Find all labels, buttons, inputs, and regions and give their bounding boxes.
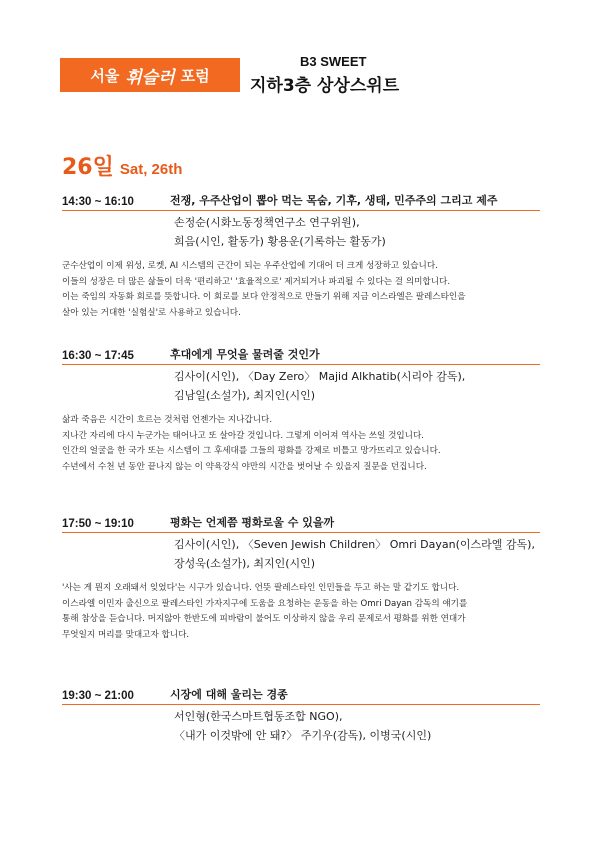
session-title: 후대에게 무엇을 물려줄 것인가 bbox=[170, 348, 320, 361]
speaker-line: 손정순(시화노동정책연구소 연구위원), bbox=[174, 216, 360, 229]
description-line: 인간의 얼굴을 한 국가 또는 시스템이 그 후세대를 그들의 평화를 강제로 비틀고 망가뜨리고 있습니다. bbox=[62, 446, 441, 456]
speaker-line: 김남일(소설가), 최지인(시인) bbox=[174, 389, 316, 402]
description-line: 통해 참상을 듣습니다. 머지않아 한반도에 피바람이 불어도 이상하지 않을 우리 문제로서 평화를 위한 연대가 bbox=[62, 614, 466, 624]
description-line: 군수산업이 이제 위성, 로켓, AI 시스템의 근간이 되는 우주산업에 기대어 더 크게 성장하고 있습니다. bbox=[62, 261, 438, 271]
session-header bbox=[62, 346, 540, 365]
session-description bbox=[62, 581, 540, 643]
description-line: 무엇일지 머리를 맞대고자 합니다. bbox=[62, 629, 190, 640]
description-line: '사는 게 뭔지 오래돼서 잊었다'는 시구가 있습니다. 언뜻 팔레스타인 인민들을 두고 하는 말 같기도 합니다. bbox=[62, 583, 460, 593]
session-4 bbox=[62, 686, 540, 745]
speaker-line: 김사이(시인), 〈Seven Jewish Children〉 Omri Dayan(이스라엘 감독), bbox=[174, 538, 535, 551]
session-3 bbox=[62, 514, 540, 643]
venue-code: B3 SWEET bbox=[300, 54, 367, 69]
session-2 bbox=[62, 346, 540, 475]
logo-text-forum: 포럼 bbox=[180, 66, 210, 85]
venue-name: 지하3층 상상스위트 bbox=[250, 76, 400, 96]
session-header bbox=[62, 514, 540, 533]
session-speakers bbox=[62, 367, 540, 405]
description-line: 이들의 성장은 더 많은 삶들이 더욱 '편리하고' '효율적으로' 제거되거나 파괴될 수 있다는 걸 의미합니다. bbox=[62, 276, 451, 287]
session-description bbox=[62, 259, 540, 321]
session-title: 평화는 언제쯤 평화로울 수 있을까 bbox=[170, 516, 335, 529]
schedule-date bbox=[62, 150, 182, 181]
logo-text-whistler: 휘슬러 bbox=[125, 67, 175, 88]
logo-text-seoul: 서울 bbox=[90, 66, 120, 85]
session-speakers bbox=[62, 213, 540, 251]
session-time: 16:30 ~ 17:45 bbox=[62, 350, 134, 362]
description-line: 이는 죽임의 자동화 회로를 뜻합니다. 이 회로를 보다 안정적으로 만들기 위해 지금 이스라엘은 팔레스타인을 bbox=[62, 292, 466, 302]
session-description bbox=[62, 413, 540, 475]
date-english: Sat, 26th bbox=[119, 161, 183, 178]
description-line: 수년에서 수천 년 동안 끝나지 않는 이 약육강식 야만의 시간을 벗어날 수 있을지 질문을 던집니다. bbox=[62, 461, 427, 472]
session-speakers bbox=[62, 707, 540, 745]
session-header bbox=[62, 192, 540, 211]
session-time: 19:30 ~ 21:00 bbox=[62, 690, 134, 702]
description-line: 살아 있는 거대한 '실험실'로 사용하고 있습니다. bbox=[62, 307, 241, 318]
session-time: 14:30 ~ 16:10 bbox=[62, 196, 134, 208]
speaker-line: 〈내가 이것밖에 안 돼?〉 주기우(감독), 이병국(시인) bbox=[174, 729, 432, 742]
session-header bbox=[62, 686, 540, 705]
session-time: 17:50 ~ 19:10 bbox=[62, 518, 134, 530]
description-line: 지나간 자리에 다시 누군가는 태어나고 또 살아갈 것입니다. 그렇게 이어져 역사는 쓰일 것입니다. bbox=[62, 430, 425, 441]
description-line: 이스라엘 이민자 출신으로 팔레스타인 가자지구에 도움을 요청하는 운동을 하는 Omri Dayan 감독의 얘기를 bbox=[62, 598, 468, 609]
speaker-line: 서인형(한국스마트협동조합 NGO), bbox=[174, 710, 343, 723]
date-korean: 26일 bbox=[62, 155, 114, 180]
session-1 bbox=[62, 192, 540, 321]
session-speakers bbox=[62, 535, 540, 573]
session-title: 전쟁, 우주산업이 뽑아 먹는 목숨, 기후, 생태, 민주주의 그리고 제주 bbox=[170, 194, 498, 207]
session-title: 시장에 대해 울리는 경종 bbox=[170, 688, 288, 701]
description-line: 삶과 죽음은 시간이 흐르는 것처럼 언젠가는 지나갑니다. bbox=[62, 415, 273, 425]
speaker-line: 김사이(시인), 〈Day Zero〉 Majid Alkhatib(시리아 감독), bbox=[174, 370, 466, 383]
speaker-line: 장성욱(소설가), 최지인(시인) bbox=[174, 557, 316, 570]
speaker-line: 희음(시인, 활동가) 황용운(기록하는 활동가) bbox=[174, 235, 386, 248]
festival-logo bbox=[60, 58, 240, 92]
